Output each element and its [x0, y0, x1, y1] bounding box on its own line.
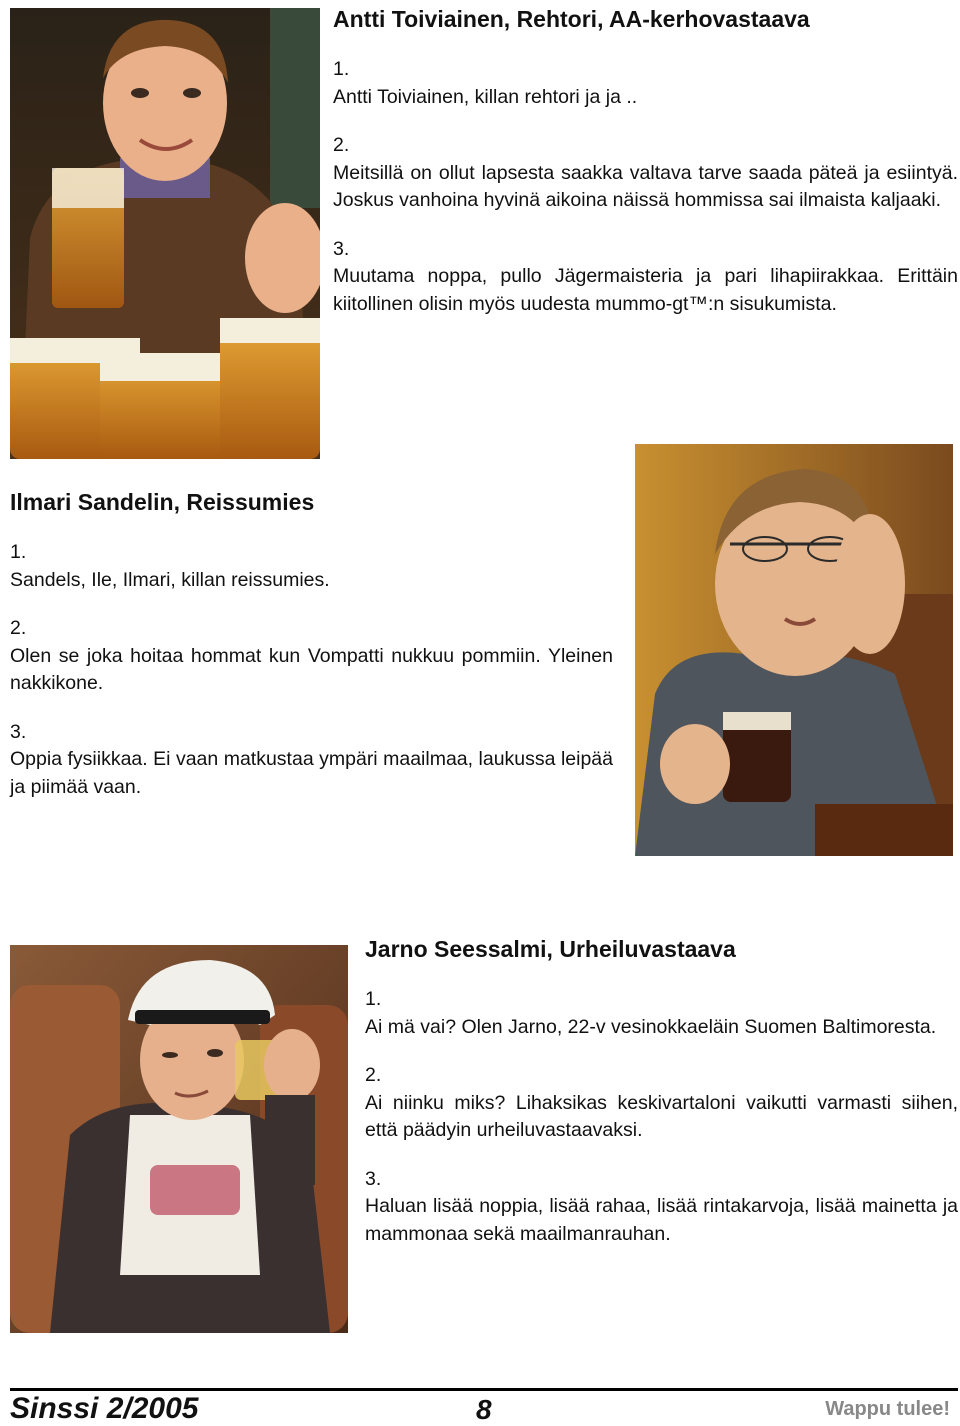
answer-text: Olen se joka hoitaa hommat kun Vompatti nukkuu pommiin. Yleinen nakkikone.	[10, 644, 613, 694]
photo-ilmari	[635, 444, 953, 856]
answer-number: 1.	[333, 58, 350, 80]
answer-number: 2.	[10, 617, 27, 639]
footer-tagline: Wappu tulee!	[825, 1398, 950, 1420]
photo-jarno	[10, 945, 348, 1333]
answer-text: Antti Toiviainen, killan rehtori ja ja ..	[333, 85, 638, 108]
answer-number: 1.	[365, 988, 382, 1010]
answer-item	[10, 719, 613, 802]
answer-number: 2.	[333, 134, 350, 156]
answer-item	[365, 1062, 958, 1145]
answer-number: 3.	[10, 720, 27, 743]
answer-text: Oppia fysiikkaa. Ei vaan matkustaa ympäri maailmaa, laukussa leipää ja piimää vaan.	[10, 748, 613, 798]
answer-item	[365, 986, 958, 1041]
answer-number: 3.	[333, 237, 350, 260]
profile-heading: Jarno Seessalmi, Urheiluvastaava	[365, 936, 736, 962]
answer-item	[365, 1166, 958, 1249]
profile-antti	[333, 4, 958, 339]
photo-antti	[10, 8, 320, 459]
profile-heading: Antti Toiviainen, Rehtori, AA-kerhovastaava	[333, 6, 810, 32]
profile-jarno	[365, 934, 958, 1269]
answer-number: 1.	[10, 541, 27, 563]
publication-title: Sinssi 2/2005	[10, 1392, 199, 1425]
answer-text: Meitsillä on ollut lapsesta saakka valtava tarve saada päteä ja esiintyä. Joskus vanhoina hyvinä aikoina näissä hommissa sai ilmaista kaljaaki.	[333, 161, 958, 211]
answer-number: 2.	[365, 1064, 382, 1086]
answer-item	[10, 539, 613, 594]
profile-ilmari	[10, 487, 613, 822]
answer-item	[333, 236, 958, 319]
answer-text: Ai mä vai? Olen Jarno, 22-v vesinokkaeläin Suomen Baltimoresta.	[365, 1015, 937, 1038]
answer-number: 3.	[365, 1167, 382, 1190]
profile-heading: Ilmari Sandelin, Reissumies	[10, 489, 315, 515]
answer-text: Haluan lisää noppia, lisää rahaa, lisää rintakarvoja, lisää mainetta ja mammonaa sekä maailmanrauhan.	[365, 1195, 958, 1245]
answer-text: Sandels, Ile, Ilmari, killan reissumies.	[10, 568, 330, 591]
page-number: 8	[476, 1394, 492, 1425]
answer-item	[333, 56, 958, 111]
answer-item	[10, 615, 613, 698]
answer-text: Ai niinku miks? Lihaksikas keskivartaloni vaikutti varmasti siihen, että päädyin urheiluvastaavaksi.	[365, 1091, 958, 1141]
answer-text: Muutama noppa, pullo Jägermaisteria ja pari lihapiirakkaa. Erittäin kiitollinen olisin myös uudesta mummo-gt™:n sisukumista.	[333, 265, 958, 315]
answer-item	[333, 132, 958, 215]
footer-divider	[10, 1388, 958, 1391]
